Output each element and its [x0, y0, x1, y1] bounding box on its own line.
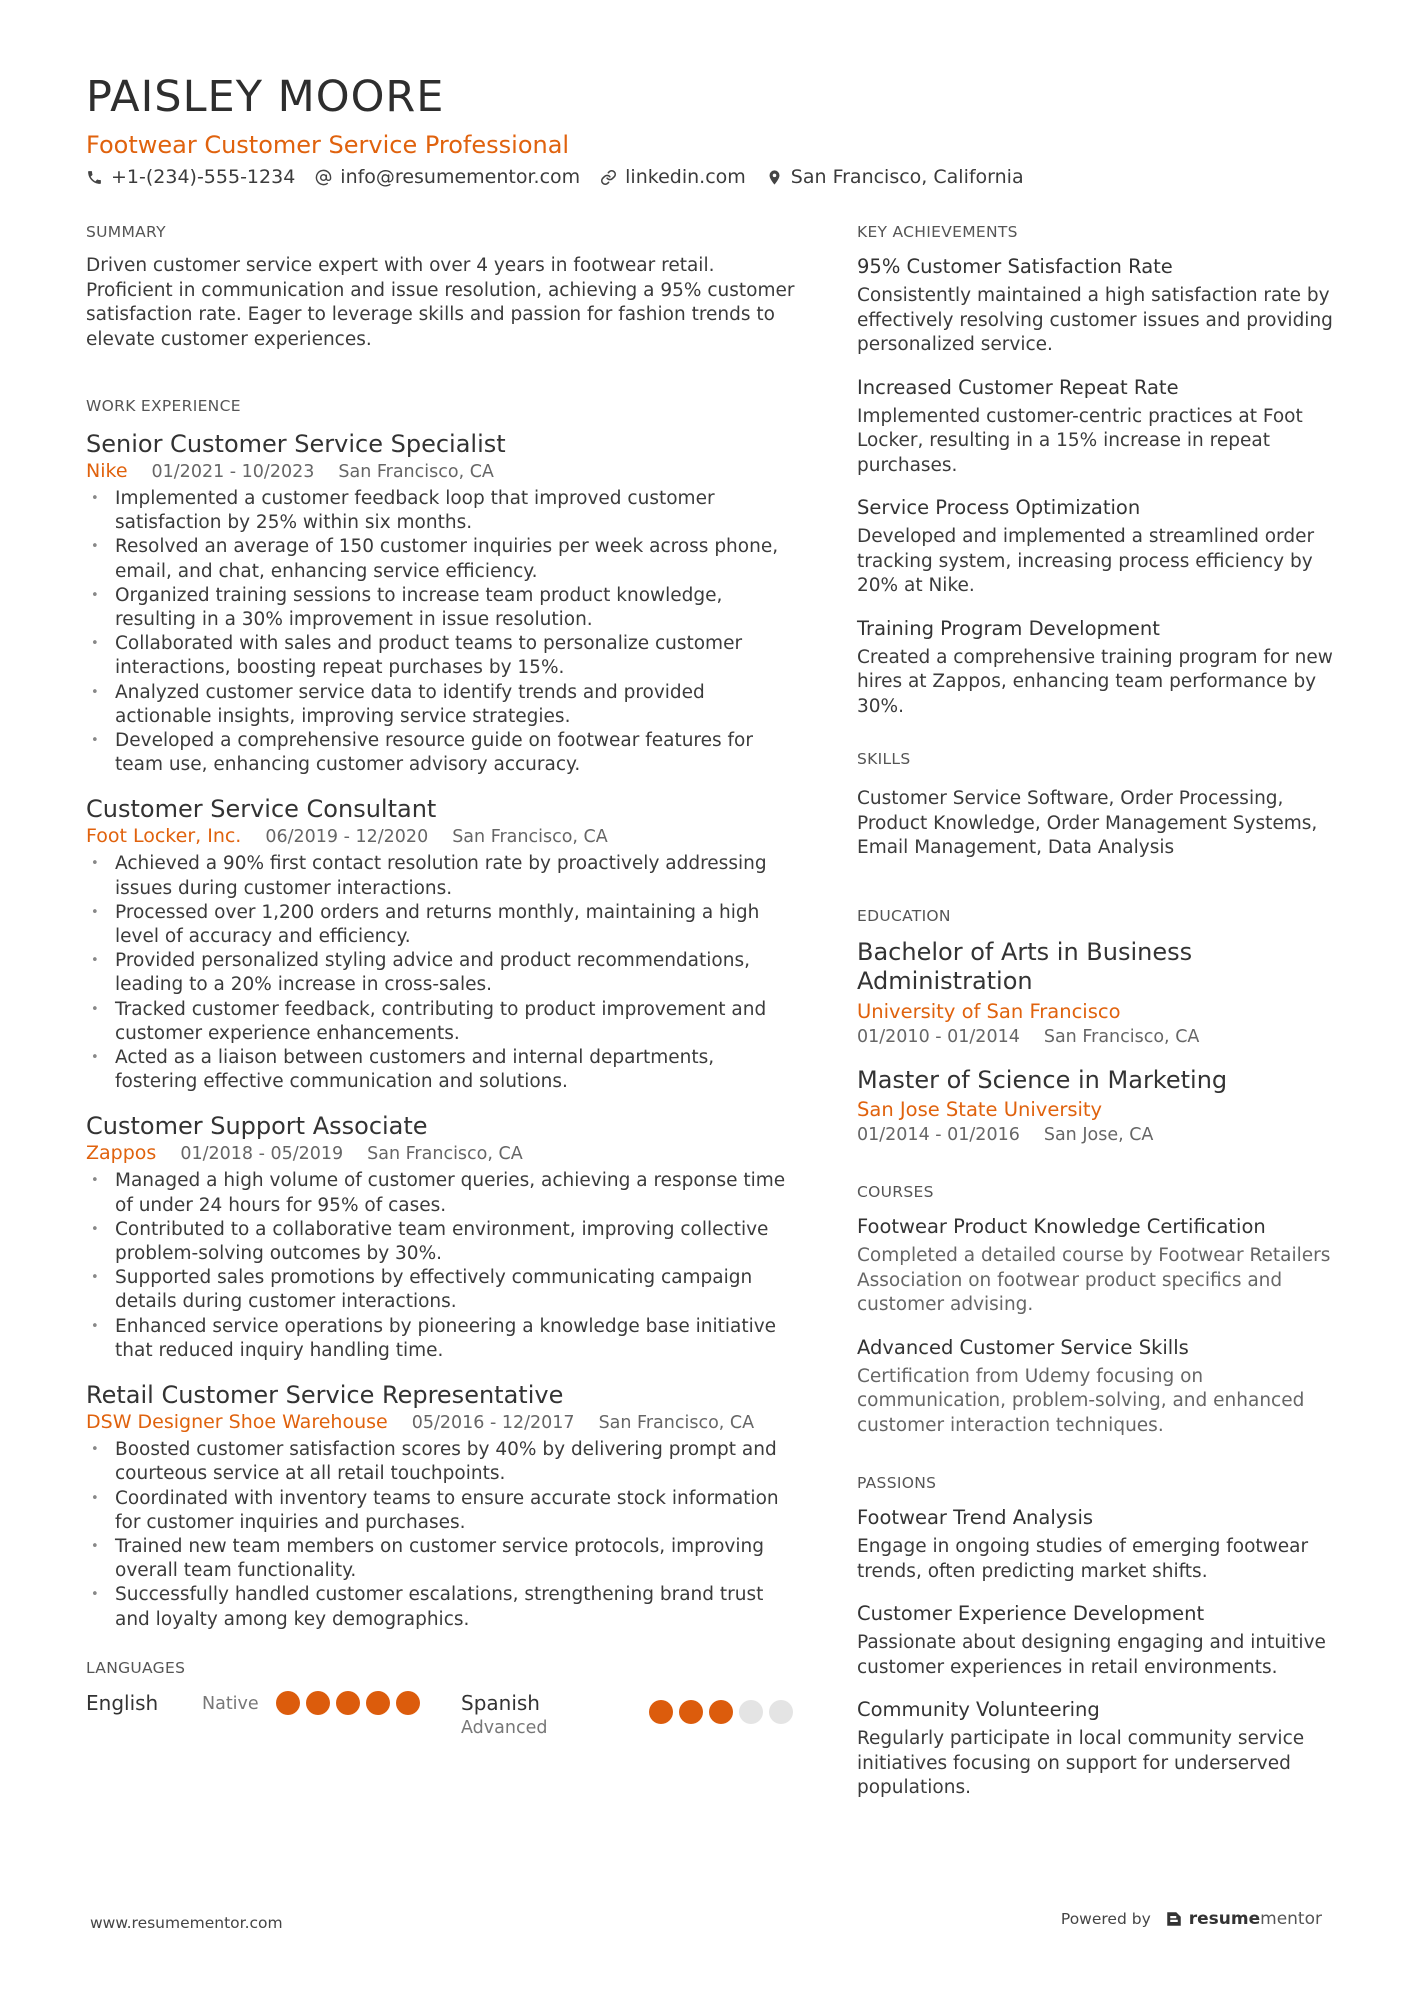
job-bullets [86, 1169, 800, 1363]
languages-section [86, 1658, 800, 1740]
job-location: San Francisco, CA [367, 1144, 523, 1165]
job-company: DSW Designer Shoe Warehouse [86, 1411, 388, 1434]
rating-dot-filled [709, 1700, 733, 1724]
language-level: Native [202, 1693, 259, 1714]
job-bullet: • Collaborated with sales and product teams to personalize customer interactions, boosting repeat purchases by 15%. [86, 632, 800, 680]
language-name: Spanish [461, 1690, 540, 1715]
education-degree: Master of Science in Marketing [857, 1065, 1228, 1094]
achievement-item [857, 254, 1337, 358]
job-bullet: • Resolved an average of 150 customer inquiries per week across phone, email, and chat, enhancing service efficiency. [86, 535, 800, 583]
footer-branding [1061, 1909, 1322, 1929]
brand-name-light: mentor [1260, 1909, 1322, 1929]
job-entry [86, 1381, 800, 1632]
job-company: Nike [86, 460, 128, 482]
job-bullet: • Supported sales promotions by effectively communicating campaign details during customer interactions. [86, 1266, 800, 1314]
link-icon [600, 169, 617, 186]
language-english [86, 1690, 461, 1716]
education-heading: EDUCATION [857, 906, 951, 925]
achievement-title: Service Process Optimization [857, 496, 1141, 519]
education-school: San Jose State University [857, 1098, 1103, 1121]
achievement-item [857, 495, 1337, 599]
job-bullet: • Provided personalized styling advice and product recommendations, leading to a 20% increase in cross-sales. [86, 949, 800, 997]
achievement-desc: Implemented customer-centric practices at Foot Locker, resulting in a 15% increase in repeat purchases. [857, 405, 1303, 476]
achievement-title: 95% Customer Satisfaction Rate [857, 255, 1173, 278]
location-text: San Francisco, California [790, 166, 1024, 188]
job-bullet: • Organized training sessions to increase team product knowledge, resulting in a 30% improvement in issue resolution. [86, 584, 800, 632]
job-bullet: • Successfully handled customer escalations, strengthening brand trust and loyalty among key demographics. [86, 1583, 800, 1631]
achievement-title: Training Program Development [857, 616, 1160, 640]
achievement-desc: Developed and implemented a streamlined order tracking system, increasing process efficiency by 20% at Nike. [857, 526, 1315, 596]
contact-bar [86, 165, 1024, 189]
summary-heading: SUMMARY [86, 223, 166, 241]
passion-item [857, 1601, 1337, 1680]
passion-title: Customer Experience Development [857, 1602, 1205, 1625]
achievement-title: Increased Customer Repeat Rate [857, 375, 1179, 399]
skills-text: Customer Service Software, Order Processing, Product Knowledge, Order Management Systems, Email Management, Data Analysis [857, 788, 1318, 858]
candidate-title: Footwear Customer Service Professional [86, 131, 570, 159]
job-location: San Francisco, CA [598, 1413, 755, 1434]
job-bullets [86, 852, 800, 1094]
job-bullet: • Coordinated with inventory teams to ensure accurate stock information for customer inquiries and purchases. [86, 1487, 800, 1535]
course-desc: Completed a detailed course by Footwear Retailers Association on footwear product specifics and customer advising. [857, 1245, 1331, 1315]
job-dates: 06/2019 - 12/2020 [265, 827, 429, 848]
rating-dot-filled [336, 1691, 360, 1715]
brand-name-strong: resume [1188, 1909, 1261, 1929]
right-column [857, 222, 1337, 1837]
education-degree: Bachelor of Arts in Business Administration [857, 937, 1193, 995]
job-bullet: • Enhanced service operations by pioneering a knowledge base initiative that reduced inquiry handling time. [86, 1315, 800, 1363]
passion-title: Community Volunteering [857, 1698, 1100, 1721]
passion-desc: Engage in ongoing studies of emerging footwear trends, often predicting market shifts. [857, 1536, 1309, 1582]
achievements-heading: KEY ACHIEVEMENTS [857, 223, 1018, 241]
rating-dot-filled [649, 1700, 673, 1724]
education-dates: 01/2010 - 01/2014 [857, 1026, 1020, 1047]
at-icon [315, 169, 332, 186]
job-bullet: • Processed over 1,200 orders and returns monthly, maintaining a high level of accuracy and efficiency. [86, 901, 800, 949]
powered-by-text: Powered by [1060, 1910, 1151, 1928]
contact-location [766, 165, 1024, 189]
passion-desc: Passionate about designing engaging and intuitive customer experiences in retail environments. [857, 1632, 1326, 1678]
language-rating [649, 1700, 793, 1724]
rating-dot-empty [769, 1700, 793, 1724]
language-name: English [86, 1690, 159, 1715]
achievement-item [857, 375, 1337, 479]
candidate-name: PAISLEY MOORE [86, 72, 445, 122]
footer-website[interactable]: www.resumementor.com [90, 1914, 283, 1932]
contact-linkedin[interactable] [600, 165, 746, 189]
languages-heading: LANGUAGES [86, 1658, 186, 1677]
phone-text: +1-(234)-555-1234 [111, 166, 296, 188]
job-dates: 01/2021 - 10/2023 [151, 462, 315, 482]
rating-dot-filled [306, 1691, 330, 1715]
rating-dot-filled [276, 1691, 300, 1715]
education-location: San Francisco, CA [1043, 1026, 1200, 1047]
education-item [857, 938, 1337, 1049]
job-dates: 01/2018 - 05/2019 [180, 1144, 344, 1165]
left-column [86, 222, 800, 1740]
course-title: Advanced Customer Service Skills [857, 1335, 1189, 1359]
job-bullets [86, 487, 800, 777]
job-bullet: • Tracked customer feedback, contributing to product improvement and customer experience enhancements. [86, 998, 800, 1046]
rating-dot-filled [396, 1691, 420, 1715]
summary-text: Driven customer service expert with over 4 years in footwear retail. Proficient in communication and issue resolution, achieving a 95% customer satisfaction rate. Eager to leverage skills and passion for fashion trends to elevate customer experiences. [86, 255, 795, 350]
job-title: Retail Customer Service Representative [86, 1381, 564, 1410]
language-rating [276, 1691, 420, 1715]
job-title: Senior Customer Service Specialist [86, 430, 506, 458]
job-title: Customer Service Consultant [86, 795, 437, 824]
job-bullet: • Trained new team members on customer service protocols, improving overall team functionality. [86, 1535, 800, 1583]
job-title: Customer Support Associate [86, 1112, 428, 1141]
rating-dot-empty [739, 1700, 763, 1724]
education-dates: 01/2014 - 01/2016 [857, 1125, 1020, 1145]
job-location: San Francisco, CA [452, 827, 608, 848]
contact-phone[interactable] [86, 165, 295, 189]
education-item [857, 1066, 1337, 1148]
language-level: Advanced [461, 1717, 548, 1738]
job-bullet: • Managed a high volume of customer queries, achieving a response time of under 24 hours for 95% of cases. [86, 1169, 800, 1217]
education-location: San Jose, CA [1043, 1125, 1154, 1145]
job-dates: 05/2016 - 12/2017 [411, 1413, 575, 1434]
courses-section [857, 1182, 1337, 1438]
achievement-desc: Created a comprehensive training program for new hires at Zappos, enhancing team performance by 30%. [857, 646, 1333, 717]
courses-heading: COURSES [857, 1183, 934, 1201]
course-title: Footwear Product Knowledge Certification [857, 1215, 1266, 1238]
email-text: info@resumementor.com [340, 166, 581, 188]
language-spanish [461, 1690, 796, 1740]
skills-heading: SKILLS [857, 750, 911, 768]
job-company: Zappos [86, 1142, 157, 1165]
achievement-desc: Consistently maintained a high satisfaction rate by effectively resolving customer issues and providing personalized service. [857, 285, 1333, 355]
brand-logo-icon [1165, 1910, 1183, 1928]
job-bullet: • Analyzed customer service data to identify trends and provided actionable insights, improving service strategies. [86, 681, 800, 729]
rating-dot-filled [679, 1700, 703, 1724]
job-bullet: • Boosted customer satisfaction scores by 40% by delivering prompt and courteous service at all retail touchpoints. [86, 1438, 800, 1486]
job-entry [86, 795, 800, 1094]
location-pin-icon [766, 169, 783, 186]
experience-heading: WORK EXPERIENCE [86, 397, 241, 415]
skills-section [857, 749, 1337, 861]
job-bullet: • Contributed to a collaborative team environment, improving collective problem-solving outcomes by 30%. [86, 1218, 800, 1266]
course-item [857, 1214, 1337, 1318]
passion-desc: Regularly participate in local community service initiatives focusing on support for underserved populations. [857, 1728, 1305, 1798]
job-bullet: • Achieved a 90% first contact resolution rate by proactively addressing issues during customer interactions. [86, 852, 800, 900]
job-bullet: • Acted as a liaison between customers and internal departments, fostering effective communication and solutions. [86, 1046, 800, 1094]
rating-dot-filled [366, 1691, 390, 1715]
course-desc: Certification from Udemy focusing on communication, problem-solving, and enhanced customer interaction techniques. [857, 1365, 1305, 1436]
passions-section [857, 1473, 1337, 1801]
passion-item [857, 1505, 1337, 1584]
education-section [857, 906, 1337, 1148]
job-entry [86, 430, 800, 777]
phone-icon [86, 169, 103, 186]
passion-item [857, 1697, 1337, 1801]
job-company: Foot Locker, Inc. [86, 825, 242, 848]
brand-logo[interactable] [1165, 1909, 1322, 1929]
job-location: San Francisco, CA [338, 462, 494, 482]
contact-email[interactable] [315, 165, 580, 189]
achievements-section [857, 222, 1337, 719]
achievement-item [857, 616, 1337, 720]
course-item [857, 1335, 1337, 1439]
passion-title: Footwear Trend Analysis [857, 1506, 1094, 1529]
passions-heading: PASSIONS [857, 1474, 937, 1492]
job-bullet: • Implemented a customer feedback loop that improved customer satisfaction by 25% within six months. [86, 487, 800, 535]
job-bullet: • Developed a comprehensive resource guide on footwear features for team use, enhancing customer advisory accuracy. [86, 729, 800, 777]
education-school: University of San Francisco [857, 999, 1121, 1023]
job-entry [86, 1112, 800, 1363]
linkedin-text: linkedin.com [625, 166, 746, 188]
job-bullets [86, 1438, 800, 1632]
